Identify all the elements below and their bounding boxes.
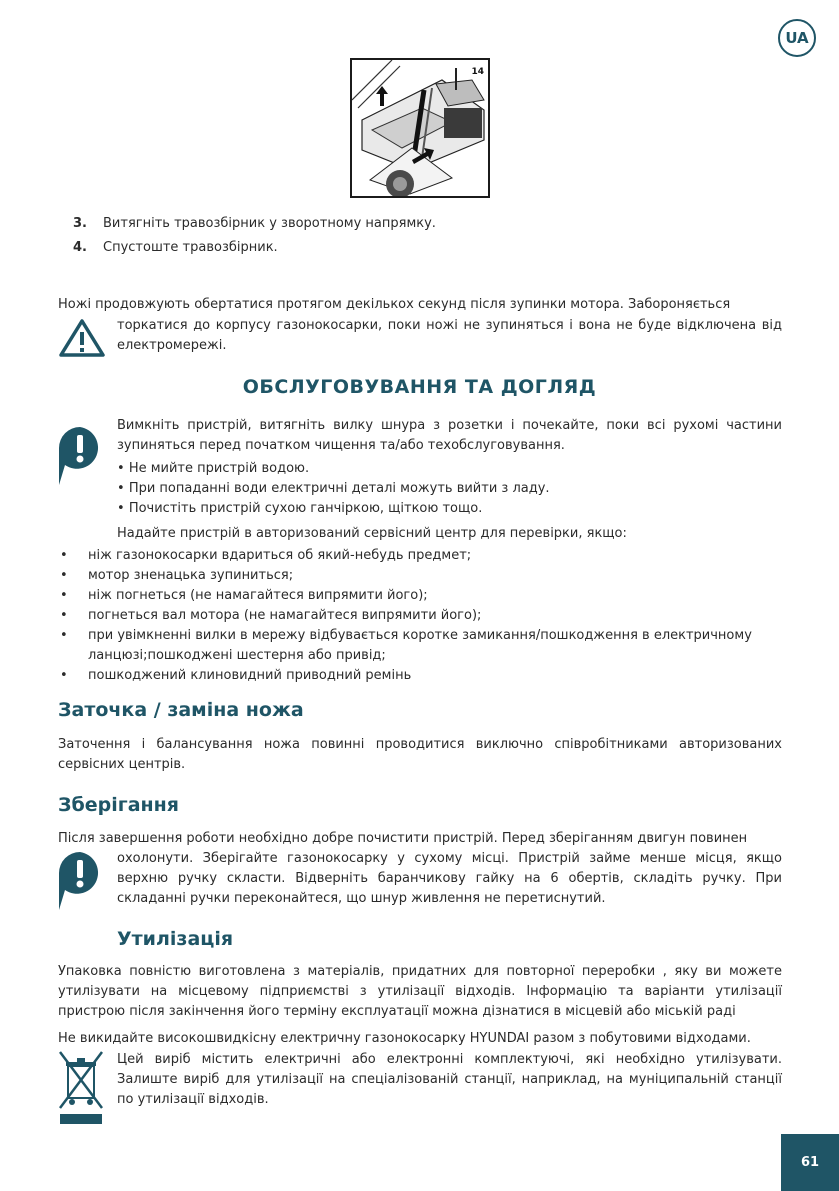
list-item: • пошкоджений клиновидний приводний ремінь <box>58 666 782 686</box>
disposal-text: Упаковка повністю виготовлена з матеріалів, придатних для повторної переробки , яку ви можете утилізувати на місцевому підприємстві з утилізації відходів. Інформацію та варіанти утилізації пристрою після закінчення його терміну експлуатації можна дізнатися в місцевій або міській раді <box>58 964 782 1019</box>
list-item: • При попаданні води електричні деталі можуть вийти з ладу. <box>117 479 782 499</box>
list-item: • ніж погнеться (не намагайтеся випрямити його); <box>58 586 782 606</box>
warning-blade-text: торкатися до корпусу газонокосарки, поки ножі не зупиняться і вона не буде відключена від електромережі. <box>117 318 782 353</box>
figure-number: 14 <box>471 67 484 77</box>
sharpening-heading: Заточка / заміна ножа <box>58 699 304 721</box>
maintenance-heading: ОБСЛУГОВУВАННЯ ТА ДОГЛЯД <box>242 376 597 398</box>
language-badge: UA <box>778 19 816 57</box>
maintenance-care-list <box>117 459 782 519</box>
service-intro: Надайте пристрій в авторизований сервісний центр для перевірки, якщо: <box>117 526 627 541</box>
lawnmower-grass-catcher-illustration <box>352 60 488 196</box>
step-text: Витягніть травозбірник у зворотному напрямку. <box>103 216 436 231</box>
storage-text: охолонути. Зберігайте газонокосарку у сухому місці. Пристрій займе менше місця, якщо верхню ручку скласти. Відверніть баранчикову гайку на 6 обертів, складіть ручку. При складанні ручки переконайтеся, що шнур живлення не перетиснутий. <box>117 851 782 906</box>
important-notice-icon <box>57 425 103 487</box>
list-item: • погнеться вал мотора (не намагайтеся випрямити його); <box>58 606 782 626</box>
disposal-heading: Утилізація <box>117 928 234 950</box>
step-text: Спустоште травозбірник. <box>103 240 278 255</box>
warning-triangle-icon <box>58 318 106 358</box>
weee-first-line: Не викидайте високошвидкісну електричну газонокосарку HYUNDAI разом з побутовими відходами. <box>58 1031 751 1046</box>
step-4 <box>73 238 773 258</box>
important-notice-icon <box>57 850 103 912</box>
weee-text: Цей виріб містить електричні або електронні комплектуючі, які необхідно утилізувати. Залиште виріб для утилізації на спеціалізованій станції, наприклад, на муніципальній станції по утилізації відходів. <box>117 1052 782 1107</box>
warning-blade-first-line: Ножі продовжують обертатися протягом декількох секунд після зупинки мотора. Забороняється <box>58 297 731 312</box>
list-item: • Почистіть пристрій сухою ганчіркою, щіткою тощо. <box>117 499 782 519</box>
instruction-figure <box>350 58 490 198</box>
crossed-out-bin-icon <box>58 1050 104 1124</box>
service-conditions-list <box>58 546 782 686</box>
list-item: • Не мийте пристрій водою. <box>117 459 782 479</box>
step-number: 4. <box>73 240 87 255</box>
storage-heading: Зберігання <box>58 794 179 816</box>
storage-first-line: Після завершення роботи необхідно добре почистити пристрій. Перед зберіганням двигун повинен <box>58 831 748 846</box>
step-number: 3. <box>73 216 87 231</box>
maintenance-intro: Вимкніть пристрій, витягніть вилку шнура з розетки і почекайте, поки всі рухомі частини зупиняться перед початком чищення та/або техобслуговування. <box>117 418 782 453</box>
page-number: 61 <box>781 1134 839 1191</box>
sharpening-text: Заточення і балансування ножа повинні проводитися виключно співробітниками авторизованих сервісних центрів. <box>58 737 782 772</box>
list-item: • ніж газонокосарки вдариться об який-небудь предмет; <box>58 546 782 566</box>
step-3 <box>73 214 773 234</box>
list-item: • мотор зненацька зупиниться; <box>58 566 782 586</box>
list-item: • при увімкненні вилки в мережу відбувається коротке замикання/пошкодження в електричному ланцюзі;пошкоджені шестерня або привід; <box>58 626 782 666</box>
